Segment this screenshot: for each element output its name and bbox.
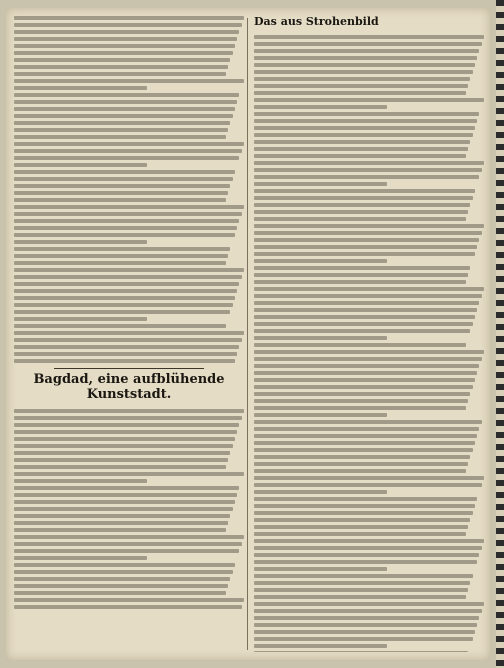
text-line [254, 518, 470, 522]
text-line [254, 434, 477, 438]
text-line [14, 317, 147, 321]
text-line [254, 623, 477, 627]
text-line [14, 472, 244, 476]
text-line [14, 528, 226, 532]
text-line [254, 469, 466, 473]
text-line [254, 525, 468, 529]
text-line [254, 490, 387, 494]
text-line [14, 296, 235, 300]
text-line [14, 591, 226, 595]
text-line [254, 427, 479, 431]
text-line [254, 133, 473, 137]
text-line [254, 504, 475, 508]
text-line [254, 49, 479, 53]
text-line [14, 170, 235, 174]
text-line [254, 203, 470, 207]
text-line [14, 65, 228, 69]
text-line [254, 448, 473, 452]
text-line [254, 637, 473, 641]
text-line [254, 371, 477, 375]
text-line [254, 406, 466, 410]
text-line [14, 451, 230, 455]
text-line [254, 126, 475, 130]
text-line [14, 331, 244, 335]
text-line [14, 310, 230, 314]
text-line [14, 570, 233, 574]
text-line [254, 238, 479, 242]
right-article-headline: Das aus Strohenbild [254, 16, 379, 28]
text-line [254, 336, 387, 340]
text-line [14, 416, 242, 420]
text-line [14, 465, 226, 469]
text-line [14, 142, 244, 146]
text-line [254, 77, 470, 81]
text-line [254, 357, 482, 361]
text-line [254, 301, 479, 305]
text-line [14, 198, 226, 202]
text-line [254, 280, 466, 284]
text-line [254, 329, 470, 333]
text-line [14, 114, 233, 118]
text-line [14, 493, 237, 497]
right-column [254, 16, 484, 652]
text-line [254, 147, 468, 151]
text-line [254, 63, 475, 67]
text-line [254, 420, 482, 424]
left-text-block [14, 16, 244, 366]
text-line [254, 217, 466, 221]
text-line [254, 119, 477, 123]
text-line [14, 93, 239, 97]
text-line [14, 58, 230, 62]
text-line [254, 91, 466, 95]
text-line [254, 511, 473, 515]
text-line [254, 98, 484, 102]
text-line [254, 602, 484, 606]
text-line [254, 343, 466, 347]
text-line [254, 483, 482, 487]
text-line [14, 486, 239, 490]
right-text-block [254, 35, 484, 652]
text-line [14, 500, 235, 504]
text-line [254, 399, 468, 403]
text-line [14, 23, 242, 27]
text-line [254, 231, 482, 235]
text-line [254, 140, 470, 144]
text-line [254, 196, 473, 200]
text-line [14, 44, 235, 48]
text-line [254, 462, 468, 466]
text-line [254, 322, 473, 326]
text-line [254, 105, 387, 109]
text-line [14, 598, 244, 602]
newspaper-page [6, 8, 490, 660]
text-line [254, 609, 482, 613]
text-line [254, 644, 387, 648]
text-line [14, 79, 244, 83]
scale-bar [496, 0, 504, 668]
text-line [14, 458, 228, 462]
text-line [14, 430, 237, 434]
text-line [254, 294, 482, 298]
text-line [14, 191, 228, 195]
text-line [14, 219, 239, 223]
text-line [254, 392, 470, 396]
text-line [254, 35, 484, 39]
text-line [254, 112, 479, 116]
text-line [14, 212, 242, 216]
text-line [14, 444, 233, 448]
text-line [254, 168, 482, 172]
text-line [14, 247, 230, 251]
text-line [254, 210, 468, 214]
text-line [254, 567, 387, 571]
text-line [14, 535, 244, 539]
text-line [14, 268, 244, 272]
text-line [14, 324, 226, 328]
text-line [254, 553, 479, 557]
text-line [254, 385, 473, 389]
text-line [14, 261, 226, 265]
text-line [14, 345, 239, 349]
text-line [254, 182, 387, 186]
text-line [14, 289, 237, 293]
text-line [14, 563, 235, 567]
text-line [14, 479, 147, 483]
text-line [14, 338, 242, 342]
text-line [254, 560, 477, 564]
text-line [254, 581, 470, 585]
text-line [254, 616, 479, 620]
text-line [14, 100, 237, 104]
text-line [14, 156, 239, 160]
text-line [254, 308, 477, 312]
text-line [254, 364, 479, 368]
text-line [14, 177, 233, 181]
text-line [14, 149, 242, 153]
text-line [254, 245, 477, 249]
text-line [14, 37, 237, 41]
text-line [254, 273, 468, 277]
text-line [254, 532, 466, 536]
text-line [14, 254, 228, 258]
text-line [254, 574, 473, 578]
text-line [14, 184, 230, 188]
text-line [254, 378, 475, 382]
text-line [254, 630, 475, 634]
text-line [14, 507, 233, 511]
text-line [254, 350, 484, 354]
text-line [14, 409, 244, 413]
text-line [14, 352, 237, 356]
text-line [14, 556, 147, 560]
text-line [254, 189, 475, 193]
text-line [254, 497, 477, 501]
column-rule [247, 18, 248, 650]
text-line [14, 107, 235, 111]
text-line [14, 205, 244, 209]
text-line [254, 539, 484, 543]
text-line [14, 86, 147, 90]
text-line [254, 224, 484, 228]
text-line [254, 588, 468, 592]
text-line [14, 521, 228, 525]
bagdad-article-headline: Bagdad, eine aufblühende Kunststadt. [33, 372, 225, 402]
left-column [14, 16, 244, 652]
text-line [14, 282, 239, 286]
headline-rule [54, 368, 204, 369]
text-line [14, 303, 233, 307]
text-line [14, 226, 237, 230]
text-line [14, 240, 147, 244]
text-line [14, 514, 230, 518]
text-line [14, 30, 239, 34]
text-line [254, 161, 484, 165]
text-line [14, 128, 228, 132]
text-line [254, 56, 477, 60]
text-line [254, 154, 466, 158]
text-line [254, 651, 468, 652]
text-line [254, 455, 470, 459]
text-line [254, 476, 484, 480]
text-line [14, 549, 239, 553]
text-line [254, 441, 475, 445]
text-line [14, 16, 244, 20]
text-line [14, 275, 242, 279]
text-line [14, 135, 226, 139]
text-line [254, 42, 482, 46]
text-line [254, 546, 482, 550]
text-line [14, 423, 239, 427]
text-line [254, 84, 468, 88]
text-line [254, 70, 473, 74]
text-line [14, 163, 147, 167]
text-line [14, 605, 242, 609]
text-line [254, 413, 387, 417]
text-line [254, 266, 470, 270]
text-line [254, 259, 387, 263]
text-line [14, 437, 235, 441]
text-line [254, 252, 475, 256]
text-line [14, 51, 233, 55]
text-line [14, 584, 228, 588]
text-line [254, 595, 466, 599]
text-line [14, 577, 230, 581]
text-line [254, 315, 475, 319]
text-line [14, 121, 230, 125]
bagdad-article-body [14, 409, 244, 612]
text-line [254, 287, 484, 291]
text-line [14, 542, 242, 546]
text-line [254, 175, 479, 179]
text-line [14, 72, 226, 76]
text-line [14, 233, 235, 237]
text-line [14, 359, 235, 363]
